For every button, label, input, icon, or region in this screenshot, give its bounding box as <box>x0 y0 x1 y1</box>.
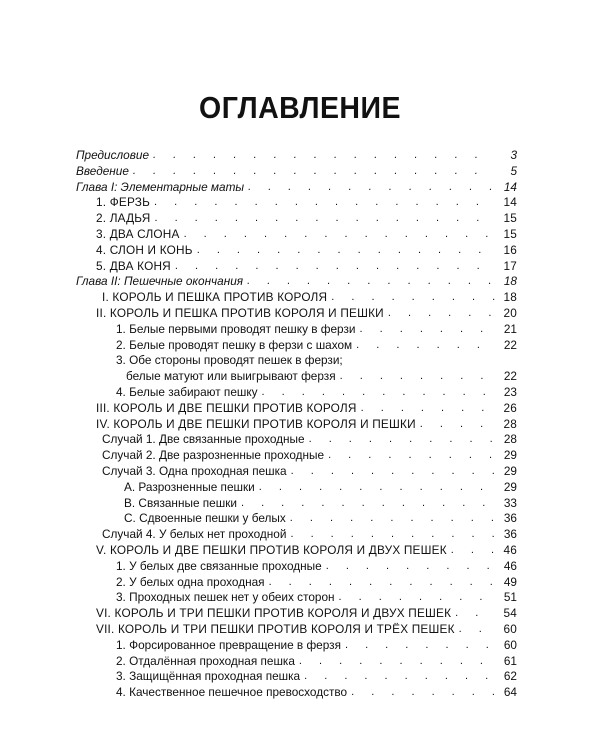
toc-entry-title: А. Разрозненные пешки <box>124 480 259 496</box>
toc-entry-title: Случай 3. Одна проходная пешка <box>102 464 291 480</box>
toc-entry-line-2[interactable] <box>76 369 517 385</box>
toc-entry[interactable] <box>76 511 517 527</box>
toc-entry[interactable] <box>76 243 517 259</box>
dot-leader <box>359 322 495 338</box>
toc-entry[interactable] <box>76 527 517 543</box>
dot-leader <box>340 369 495 385</box>
toc-entry-title: 3. Обе стороны проводят пешек в ферзи; <box>116 353 347 369</box>
toc-entry-page: 17 <box>495 259 517 275</box>
toc-entry[interactable] <box>76 464 517 480</box>
dot-leader <box>262 385 495 401</box>
toc-entry-title: Случай 1. Две связанные проходные <box>102 432 309 448</box>
toc-entry-page: 49 <box>495 575 517 591</box>
toc-entry-title: 2. Отдалённая проходная пешка <box>116 654 299 670</box>
dot-leader <box>455 606 495 622</box>
toc-entry-title: Случай 4. У белых нет проходной <box>102 527 290 543</box>
toc-entry-title: 1. У белых две связанные проходные <box>116 559 326 575</box>
toc-entry[interactable] <box>76 227 517 243</box>
dot-leader <box>326 559 495 575</box>
toc-entry-title: VII. КОРОЛЬ И ТРИ ПЕШКИ ПРОТИВ КОРОЛЯ И ТРЁХ ПЕШЕК <box>96 622 459 638</box>
dot-leader <box>269 575 495 591</box>
toc-entry-page: 23 <box>495 385 517 401</box>
toc-entry[interactable] <box>76 622 517 638</box>
toc-entry-title: 2. ЛАДЬЯ <box>96 211 154 227</box>
toc-entry-title: 1. Форсированное превращение в ферзя <box>116 638 345 654</box>
dot-leader <box>331 290 495 306</box>
toc-entry-page: 33 <box>495 496 517 512</box>
toc-entry-title: 3. ДВА СЛОНА <box>96 227 184 243</box>
toc-entry[interactable] <box>76 496 517 512</box>
toc-entry-preface[interactable] <box>76 148 517 164</box>
toc-entry-title: II. КОРОЛЬ И ПЕШКА ПРОТИВ КОРОЛЯ И ПЕШКИ <box>96 306 388 322</box>
toc-entry-page: 60 <box>495 622 517 638</box>
toc-entry-title: Глава II: Пешечные окончания <box>76 274 247 290</box>
dot-leader <box>356 338 495 354</box>
toc-entry-page: 22 <box>495 338 517 354</box>
toc-entry-page: 14 <box>495 180 517 196</box>
toc-entry-page: 36 <box>495 527 517 543</box>
toc-entry-page: 18 <box>495 290 517 306</box>
toc-entry-title: IV. КОРОЛЬ И ДВЕ ПЕШКИ ПРОТИВ КОРОЛЯ И ПЕШКИ <box>96 417 420 433</box>
toc-entry-page: 54 <box>495 606 517 622</box>
toc-entry[interactable] <box>76 211 517 227</box>
dot-leader <box>154 195 495 211</box>
toc-entry[interactable] <box>76 669 517 685</box>
toc-entry[interactable] <box>76 606 517 622</box>
toc-entry[interactable] <box>76 259 517 275</box>
toc-entry-page: 46 <box>495 543 517 559</box>
toc-entry[interactable] <box>76 543 517 559</box>
toc-entry[interactable] <box>76 559 517 575</box>
dot-leader <box>290 527 495 543</box>
dot-leader <box>351 685 495 701</box>
toc-entry-title: Предисловие <box>76 148 153 164</box>
toc-entry-title: В. Связанные пешки <box>124 496 241 512</box>
toc-entry[interactable] <box>76 338 517 354</box>
toc-entry-page: 15 <box>495 227 517 243</box>
dot-leader <box>291 464 495 480</box>
toc-entry-title-continued: белые матуют или выигрывают ферзя <box>126 369 340 385</box>
toc-entry[interactable] <box>76 322 517 338</box>
dot-leader <box>133 164 495 180</box>
toc-chapter-1[interactable] <box>76 180 517 196</box>
toc-entry-page: 16 <box>495 243 517 259</box>
toc-entry-page: 29 <box>495 448 517 464</box>
dot-leader <box>339 590 495 606</box>
dot-leader <box>459 622 495 638</box>
dot-leader <box>248 180 495 196</box>
toc-entry-title: III. КОРОЛЬ И ДВЕ ПЕШКИ ПРОТИВ КОРОЛЯ <box>96 401 361 417</box>
toc-entry-page: 14 <box>495 195 517 211</box>
toc-entry[interactable] <box>76 575 517 591</box>
dot-leader <box>304 669 495 685</box>
toc-entry-title: Случай 2. Две разрозненные проходные <box>102 448 328 464</box>
toc-entry[interactable] <box>76 306 517 322</box>
toc-entry[interactable] <box>76 432 517 448</box>
toc-entry-page: 3 <box>495 148 517 164</box>
dot-leader <box>241 496 495 512</box>
toc-entry-page: 29 <box>495 464 517 480</box>
toc-entry-page: 28 <box>495 432 517 448</box>
toc-entry-page: 26 <box>495 401 517 417</box>
toc-entry-title: 1. Белые первыми проводят пешку в ферзи <box>116 322 359 338</box>
dot-leader <box>259 480 495 496</box>
toc-entry[interactable] <box>76 385 517 401</box>
toc-entry-title: 5. ДВА КОНЯ <box>96 259 175 275</box>
dot-leader <box>388 306 495 322</box>
dot-leader <box>197 243 495 259</box>
toc-entry-line-1[interactable] <box>76 353 517 369</box>
page-title: ОГЛАВЛЕНИЕ <box>199 90 401 125</box>
toc-entry-page: 46 <box>495 559 517 575</box>
toc-entry[interactable] <box>76 480 517 496</box>
toc-entry-page: 61 <box>495 654 517 670</box>
toc-entry-page: 5 <box>495 164 517 180</box>
toc-entry[interactable] <box>76 401 517 417</box>
dot-leader <box>153 148 495 164</box>
dot-leader <box>247 274 495 290</box>
dot-leader <box>328 448 495 464</box>
toc-entry[interactable] <box>76 448 517 464</box>
toc-entry[interactable] <box>76 195 517 211</box>
dot-leader <box>299 654 495 670</box>
toc-entry-title: 3. Проходных пешек нет у обеих сторон <box>116 590 339 606</box>
dot-leader <box>184 227 495 243</box>
dot-leader <box>175 259 495 275</box>
dot-leader <box>154 211 495 227</box>
toc-entry-page: 21 <box>495 322 517 338</box>
toc-entry-title: С. Сдвоенные пешки у белых <box>124 511 290 527</box>
toc-entry-page: 36 <box>495 511 517 527</box>
toc-entry-page: 51 <box>495 590 517 606</box>
toc-entry[interactable] <box>76 685 517 701</box>
toc-entry[interactable] <box>76 417 517 433</box>
toc-entry-title: Введение <box>76 164 133 180</box>
toc-entry-introduction[interactable] <box>76 164 517 180</box>
toc-chapter-2[interactable] <box>76 274 517 290</box>
toc-entry-page: 60 <box>495 638 517 654</box>
dot-leader <box>290 511 495 527</box>
toc-entry-page: 22 <box>495 369 517 385</box>
toc-entry-title: V. КОРОЛЬ И ДВЕ ПЕШКИ ПРОТИВ КОРОЛЯ И ДВУХ ПЕШЕК <box>96 543 451 559</box>
toc-entry-title: 2. У белых одна проходная <box>116 575 269 591</box>
toc-entry[interactable] <box>76 654 517 670</box>
dot-leader <box>420 417 495 433</box>
dot-leader <box>361 401 495 417</box>
toc-entry-title: I. КОРОЛЬ И ПЕШКА ПРОТИВ КОРОЛЯ <box>102 290 331 306</box>
toc-entry-title: 1. ФЕРЗЬ <box>96 195 154 211</box>
toc-entry-page: 28 <box>495 417 517 433</box>
toc-entry-title: VI. КОРОЛЬ И ТРИ ПЕШКИ ПРОТИВ КОРОЛЯ И ДВУХ ПЕШЕК <box>96 606 455 622</box>
toc-entry-page: 29 <box>495 480 517 496</box>
toc-entry-title: 4. СЛОН И КОНЬ <box>96 243 197 259</box>
toc-entry-page: 18 <box>495 274 517 290</box>
table-of-contents <box>76 148 517 701</box>
dot-leader <box>451 543 495 559</box>
toc-entry-title: 3. Защищённая проходная пешка <box>116 669 304 685</box>
toc-entry-title: 2. Белые проводят пешку в ферзи с шахом <box>116 338 356 354</box>
dot-leader <box>345 638 495 654</box>
toc-entry-title: 4. Качественное пешечное превосходство <box>116 685 351 701</box>
toc-entry[interactable] <box>76 638 517 654</box>
toc-entry-page: 15 <box>495 211 517 227</box>
toc-entry[interactable] <box>76 590 517 606</box>
toc-entry-page: 64 <box>495 685 517 701</box>
toc-entry-page: 62 <box>495 669 517 685</box>
toc-entry-page: 20 <box>495 306 517 322</box>
dot-leader <box>309 432 495 448</box>
toc-entry-title: 4. Белые забирают пешку <box>116 385 262 401</box>
toc-entry-title: Глава I: Элементарные маты <box>76 180 248 196</box>
toc-entry[interactable] <box>76 290 517 306</box>
